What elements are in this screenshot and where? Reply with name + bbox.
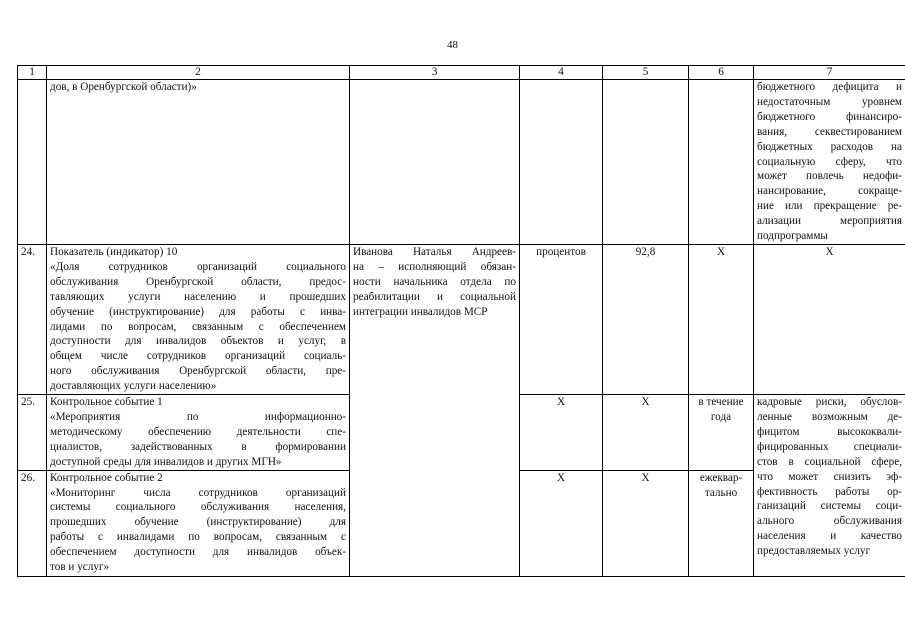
column-header: 7 [754, 66, 905, 80]
text-line: населения и качество [757, 530, 902, 543]
text-line: обслуживания Оренбургской области, предос- [50, 275, 346, 288]
text-line: прошедших обучение (инструктирование) для [50, 516, 346, 529]
value-cell: Х [603, 395, 689, 471]
text-line: кадровые риски, обуслов- [757, 396, 902, 409]
row-description [47, 395, 350, 471]
column-header: 1 [18, 66, 47, 80]
text-line: работы с инвалидами по вопросам, связанным с [50, 531, 346, 544]
deadline-cell [689, 245, 754, 395]
text-line: предоставляемых услуг [757, 545, 871, 558]
row-number: 25. [18, 395, 47, 471]
text-line: тов и услуг» [50, 561, 110, 574]
text-line: Иванова Наталья Андреев- [353, 246, 516, 258]
risk-description [754, 80, 905, 245]
text-line: на – исполняющий обязан- [353, 260, 516, 273]
text-line: Показатель (индикатор) 10 [50, 246, 178, 258]
text-line: недостаточным уровнем [757, 95, 902, 108]
text-line: фективность работы ор- [757, 485, 902, 498]
text-line: Контрольное событие 2 [50, 471, 163, 484]
text-line: может повлечь недофи- [757, 170, 902, 183]
text-line: что может снизить эф- [757, 470, 902, 483]
text-line: доставляющих услуги населению» [50, 380, 217, 393]
text-line: вания, секвестированием [757, 125, 902, 138]
text-line: бюджетных расходов на [757, 140, 902, 153]
text-line: ного обслуживания Оренбургской области, пре- [50, 365, 346, 378]
text-line: бюджетного финансиро- [757, 110, 902, 123]
text-line: нансирование, сокраще- [757, 185, 902, 198]
text-line: фицитом высококвали- [757, 425, 902, 438]
text-line: ганизаций системы соци- [757, 500, 902, 513]
text-line: Контрольное событие 1 [50, 396, 163, 409]
text-line: «Мониторинг числа сотрудников организаций [50, 486, 346, 499]
text-line: «Доля сотрудников организаций социального [50, 260, 346, 273]
text-line: года [710, 410, 732, 423]
text-line: Х [716, 246, 726, 258]
text-line: Х [825, 246, 834, 258]
text-line: ежеквар- [699, 471, 743, 484]
text-line: доступности для инвалидов объектов и услуг, в [50, 335, 346, 348]
table-header-row [18, 66, 905, 80]
text-line: подпрограммы [757, 230, 828, 243]
text-line: обеспечением доступности для инвалидов объек- [50, 546, 346, 559]
column-header: 4 [520, 66, 603, 80]
page-number: 48 [447, 39, 458, 51]
text-line: циалистов, задействованных в формировании [50, 440, 346, 453]
value-cell [603, 80, 689, 245]
column-header: 3 [350, 66, 520, 80]
unit-cell: Х [520, 395, 603, 471]
column-header: 6 [689, 66, 754, 80]
indicators-table [17, 65, 905, 577]
text-line: лидами по вопросам, связанным с обеспечением [50, 320, 346, 333]
deadline-cell [689, 80, 754, 245]
unit-cell: Х [520, 470, 603, 576]
responsible-person [350, 80, 520, 245]
text-line: реабилитации и социальной [353, 290, 516, 303]
row-number: 26. [18, 470, 47, 576]
text-line: системы социального обслуживания населения, [50, 501, 346, 514]
row-number: 24. [18, 245, 47, 395]
text-line: в течение [698, 396, 744, 409]
text-line: бюджетного дефицита и [757, 81, 902, 93]
text-line: методическому обеспечению деятельности спе- [50, 425, 346, 438]
text-line: «Мероприятия по информационно- [50, 410, 346, 423]
risk-description [754, 395, 905, 577]
row-description [47, 245, 350, 395]
value-cell: 92,8 [603, 245, 689, 395]
deadline-cell [689, 395, 754, 471]
column-header: 5 [603, 66, 689, 80]
text-line: ние или прекращение ре- [757, 200, 902, 213]
risk-description [754, 245, 905, 395]
text-line: стов в социальной сфере, [757, 455, 902, 468]
row-number [18, 80, 47, 245]
text-line: тально [704, 486, 738, 499]
unit-cell [520, 80, 603, 245]
value-cell: Х [603, 470, 689, 576]
column-header: 2 [47, 66, 350, 80]
text-line: общем числе сотрудников организаций социаль- [50, 350, 346, 363]
row-description [47, 80, 350, 245]
text-line: фицированных специали- [757, 440, 902, 453]
text-line: тавляющих услуги населению и прошедших [50, 290, 346, 303]
table-row [18, 245, 905, 395]
deadline-cell [689, 470, 754, 576]
text-line: ального обслуживания [757, 515, 902, 528]
text-line: социальную сферу, что [757, 155, 902, 168]
text-line: дов, в Оренбургской области)» [50, 81, 197, 93]
responsible-person [350, 245, 520, 577]
row-description [47, 470, 350, 576]
table-row [18, 80, 905, 245]
text-line: обучение (инструктирование) для работы с инва- [50, 305, 346, 318]
text-line: ности начальника отдела по [353, 275, 516, 288]
unit-cell: процентов [520, 245, 603, 395]
text-line: ализации мероприятия [757, 215, 902, 228]
text-line: доступной среды для инвалидов и других МГН» [50, 455, 282, 468]
text-line: ленные возможным де- [757, 410, 902, 423]
text-line: интеграции инвалидов МСР [353, 305, 488, 318]
